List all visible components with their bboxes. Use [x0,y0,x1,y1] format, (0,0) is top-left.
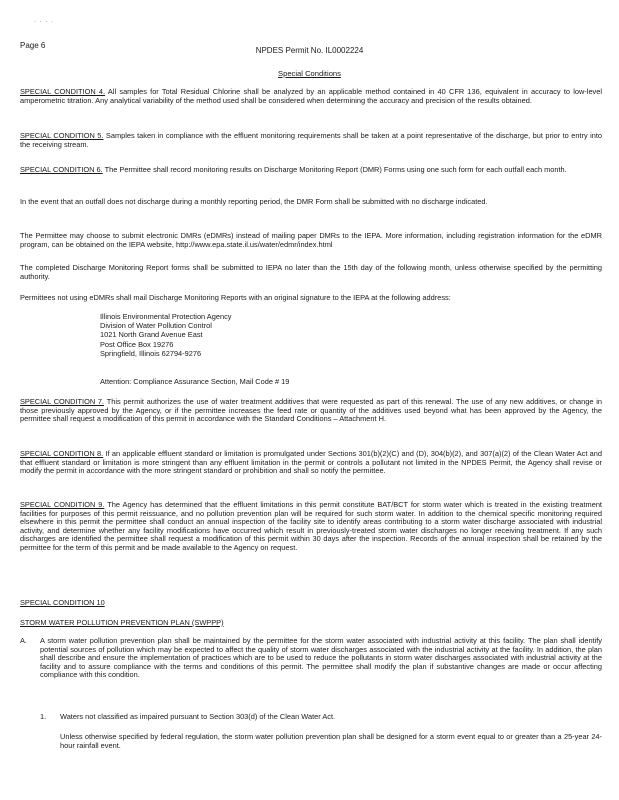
address-line: Springfield, Illinois 62794-9276 [100,348,202,358]
special-condition-10-heading: SPECIAL CONDITION 10 [20,598,105,607]
condition-label: SPECIAL CONDITION 8. [20,449,104,458]
permit-number: NPDES Permit No. IL0002224 [255,46,364,55]
swppp-item-1: Waters not classified as impaired pursuant to Section 303(d) of the Clean Water Act. [60,712,336,721]
swppp-item-1-paragraph: Unless otherwise specified by federal regulation, the storm water pollution prevention plan shall be designed for a storm event equal to or greater than a 25-year 24-hour rainfall event. [60,732,602,750]
address-line: Division of Water Pollution Control [100,321,212,331]
condition-label: SPECIAL CONDITION 9. [20,500,105,509]
swppp-item-a: A storm water pollution prevention plan shall be maintained by the permittee for the storm water associated with industrial activity at this facility. The plan shall identify potential sources of pollution which may be expected to affect the quality of storm water discharges associated with the industrial activity at the facility. In addition, the plan shall describe and ensure the implementation of practices which are to be used to reduce the pollutants in storm water discharges associated with industrial activity at the facility and to assure compliance with the terms and conditions of this permit. The permittee shall modify the plan if substantive changes are made or occur affecting compliance with this condition. [40,636,602,680]
condition-text: The Agency has determined that the effluent limitations in this permit constitute BAT/BCT for storm water which is treated in the existing treatment facilities for purposes of this permit reissuance, and no pollution prevention plan will be required for such storm water. In addition to the chemical specific monitoring required elsewhere in this permit the permittee shall conduct an annual inspection of the facility site to identify areas contributing to a storm water discharge associated with industrial activity, and determine whether any facility modifications have occurred which result in previously-treated storm water discharges no longer receiving treatment. If any such discharges are identified the permittee shall request a modification of this permit within 30 days after the inspection. Records of the annual inspection shall be retained by the permittee for the term of this permit and be made available to the Agency on request. [20,500,602,552]
special-condition-5 [20,132,602,149]
condition-text: If an applicable effluent standard or limitation is promulgated under Sections 301(b)(2)(C) and (D), 304(b)(2), and 307(a)(2) of the Clean Water Act and that effluent standard or limitation is more stringent than any effluent limitation in the permit or controls a pollutant not limited in the NPDES Permit, the Agency shall revise or modify the permit in accordance with the more stringent standard or prohibition and shall so notify the permittee. [20,449,603,476]
condition-label: SPECIAL CONDITION 4. [20,87,106,96]
special-condition-7 [20,398,602,424]
attention-line: Attention: Compliance Assurance Section, Mail Code # 19 [100,377,290,386]
no-discharge-paragraph: In the event that an outfall does not discharge during a monthly reporting period, the DMR Form shall be submitted with no discharge indicated. [20,197,488,206]
condition-text: This permit authorizes the use of water treatment additives that were requested as part of this renewal. The use of any new additives, or change in those previously approved by the Agency, or if the permittee increases the feed rate or quantity of the additives used beyond what has been approved by the Agency, the permittee shall request a modification of this permit in accordance with the Standard Conditions – Attachment H. [20,397,602,424]
edmr-paragraph: The Permittee may choose to submit electronic DMRs (eDMRs) instead of mailing paper DMRs to the IEPA. More information, including registration information for the eDMR program, can be obtained on the IEPA website, http://www.epa.state.il.us/water/edmr/index.html [20,231,602,249]
mailing-address [100,312,400,358]
special-condition-9 [20,501,602,553]
condition-label: SPECIAL CONDITION 5. [20,131,104,140]
condition-text: Samples taken in compliance with the effluent monitoring requirements shall be taken at a point representative of the discharge, but prior to entry into the receiving stream. [20,131,602,149]
condition-label: SPECIAL CONDITION 7. [20,397,105,406]
swppp-subtitle: STORM WATER POLLUTION PREVENTION PLAN (SWPPP) [20,618,224,627]
address-line: Illinois Environmental Protection Agency [100,312,232,321]
mailing-paragraph: Permittees not using eDMRs shall mail Discharge Monitoring Reports with an original signature to the IEPA at the following address: [20,293,451,302]
address-line: Post Office Box 19276 [100,339,174,349]
special-condition-6 [20,166,602,175]
condition-label: SPECIAL CONDITION 6. [20,165,103,174]
dmr-deadline-paragraph: The completed Discharge Monitoring Report forms shall be submitted to IEPA no later than the 15th day of the following month, unless otherwise specified by the permitting authority. [20,263,602,281]
special-condition-4 [20,88,602,105]
page-number: Page 6 [20,41,46,50]
scan-artifact-mark: · · · · [34,19,54,25]
section-heading: Special Conditions [278,69,341,78]
condition-text: All samples for Total Residual Chlorine shall be analyzed by an applicable method contained in 40 CFR 136, equivalent in accuracy to low-level amperometric titration. Any analytical variability of the method used shall be considered when determining the accuracy and precision of the results obtained. [20,87,602,105]
list-marker-a: A. [20,636,27,645]
list-marker-1: 1. [40,712,47,721]
condition-text: The Permittee shall record monitoring results on Discharge Monitoring Report (DMR) Forms using one such form for each outfall each month. [102,165,567,174]
address-line: 1021 North Grand Avenue East [100,330,203,340]
special-condition-8 [20,450,602,476]
